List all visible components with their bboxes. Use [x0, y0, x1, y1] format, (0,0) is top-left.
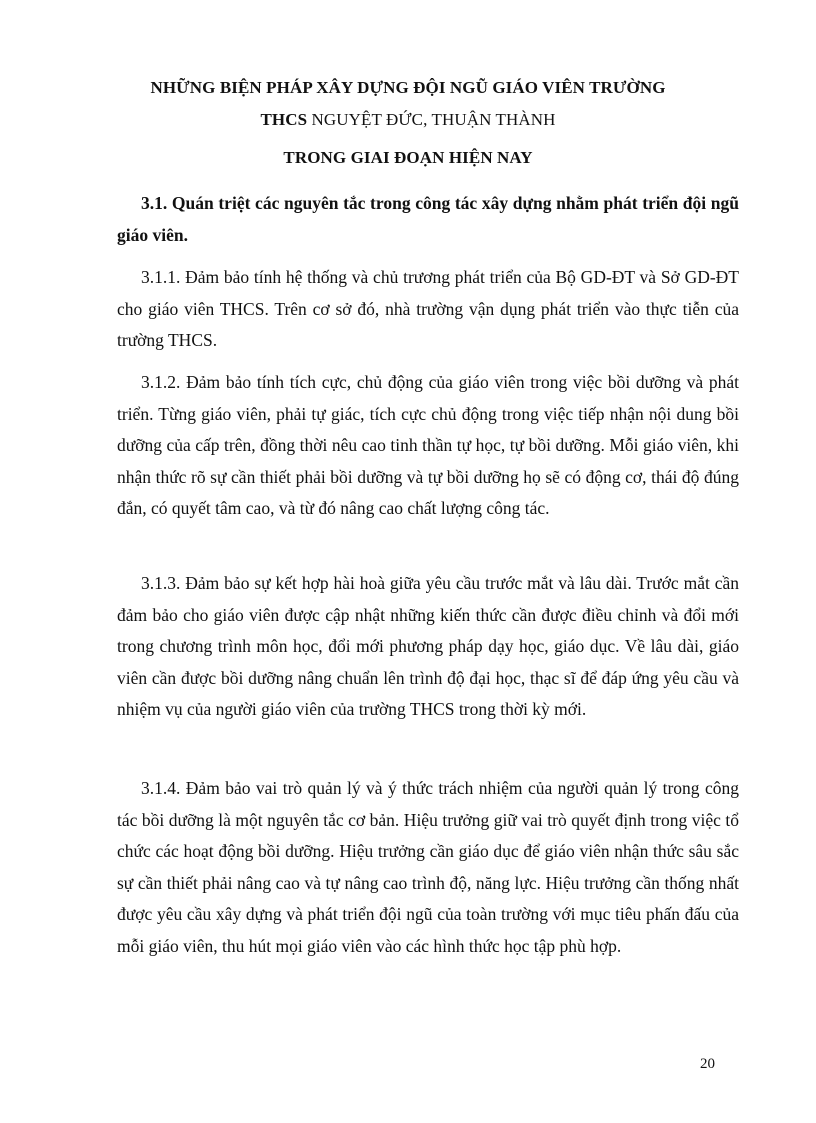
paragraph-3-1-3: 3.1.3. Đảm bảo sự kết hợp hài hoà giữa yêu cầu trước mắt và lâu dài. Trước mắt cần đảm bảo cho giáo viên được cập nhật những kiến thức cần được điều chỉnh và đổi mới trong chương trình môn học, đổi mới phương pháp dạy học, giáo dục. Về lâu dài, giáo viên cần được bồi dưỡng nâng chuẩn lên trình độ đại học, thạc sĩ để đáp ứng yêu cầu và nhiệm vụ của người giáo viên của trường THCS trong thời kỳ mới. — [117, 573, 739, 720]
title-line-2-bold: THCS — [260, 110, 308, 129]
section-heading: 3.1. Quán triệt các nguyên tắc trong công tác xây dựng nhằm phát triển đội ngũ giáo viên. — [117, 193, 739, 245]
title-line-3: TRONG GIAI ĐOẠN HIỆN NAY — [283, 148, 533, 167]
paragraph-3-1-4: 3.1.4. Đảm bảo vai trò quản lý và ý thức trách nhiệm của người quản lý trong công tác bồi dưỡng là một nguyên tắc cơ bản. Hiệu trưởng giữ vai trò quyết định trong việc tổ chức các hoạt động bồi dưỡng. Hiệu trưởng cần giáo dục để giáo viên nhận thức sâu sắc sự cần thiết phải nâng cao và tự nâng cao trình độ, năng lực. Hiệu trưởng cần thống nhất được yêu cầu xây dựng và phát triển đội ngũ của toàn trường với mục tiêu phấn đấu của mỗi giáo viên, thu hút mọi giáo viên vào các hình thức học tập phù hợp. — [117, 778, 739, 956]
title-line-1: NHỮNG BIỆN PHÁP XÂY DỰNG ĐỘI NGŨ GIÁO VIÊN TRƯỜNG — [150, 78, 666, 97]
page-number: 20 — [700, 1056, 715, 1072]
paragraph-3-1-2: 3.1.2. Đảm bảo tính tích cực, chủ động của giáo viên trong việc bồi dưỡng và phát triển. Từng giáo viên, phải tự giác, tích cực chủ động trong việc tiếp nhận nội dung bồi dưỡng của cấp trên, đồng thời nêu cao tinh thần tự học, tự bồi dưỡng. Mỗi giáo viên, khi nhận thức rõ sự cần thiết phải bồi dưỡng và tự bồi dưỡng họ sẽ có động cơ, thái độ đúng đắn, có quyết tâm cao, và từ đó nâng cao chất lượng công tác. — [117, 372, 739, 519]
title-line-2 — [80, 110, 736, 130]
title-line-2-rest: NGUYỆT ĐỨC, THUẬN THÀNH — [307, 110, 556, 129]
paragraph-3-1-1: 3.1.1. Đảm bảo tính hệ thống và chủ trương phát triển của Bộ GD-ĐT và Sở GD-ĐT cho giáo viên THCS. Trên cơ sở đó, nhà trường vận dụng phát triển vào thực tiễn của trường THCS. — [117, 267, 739, 351]
